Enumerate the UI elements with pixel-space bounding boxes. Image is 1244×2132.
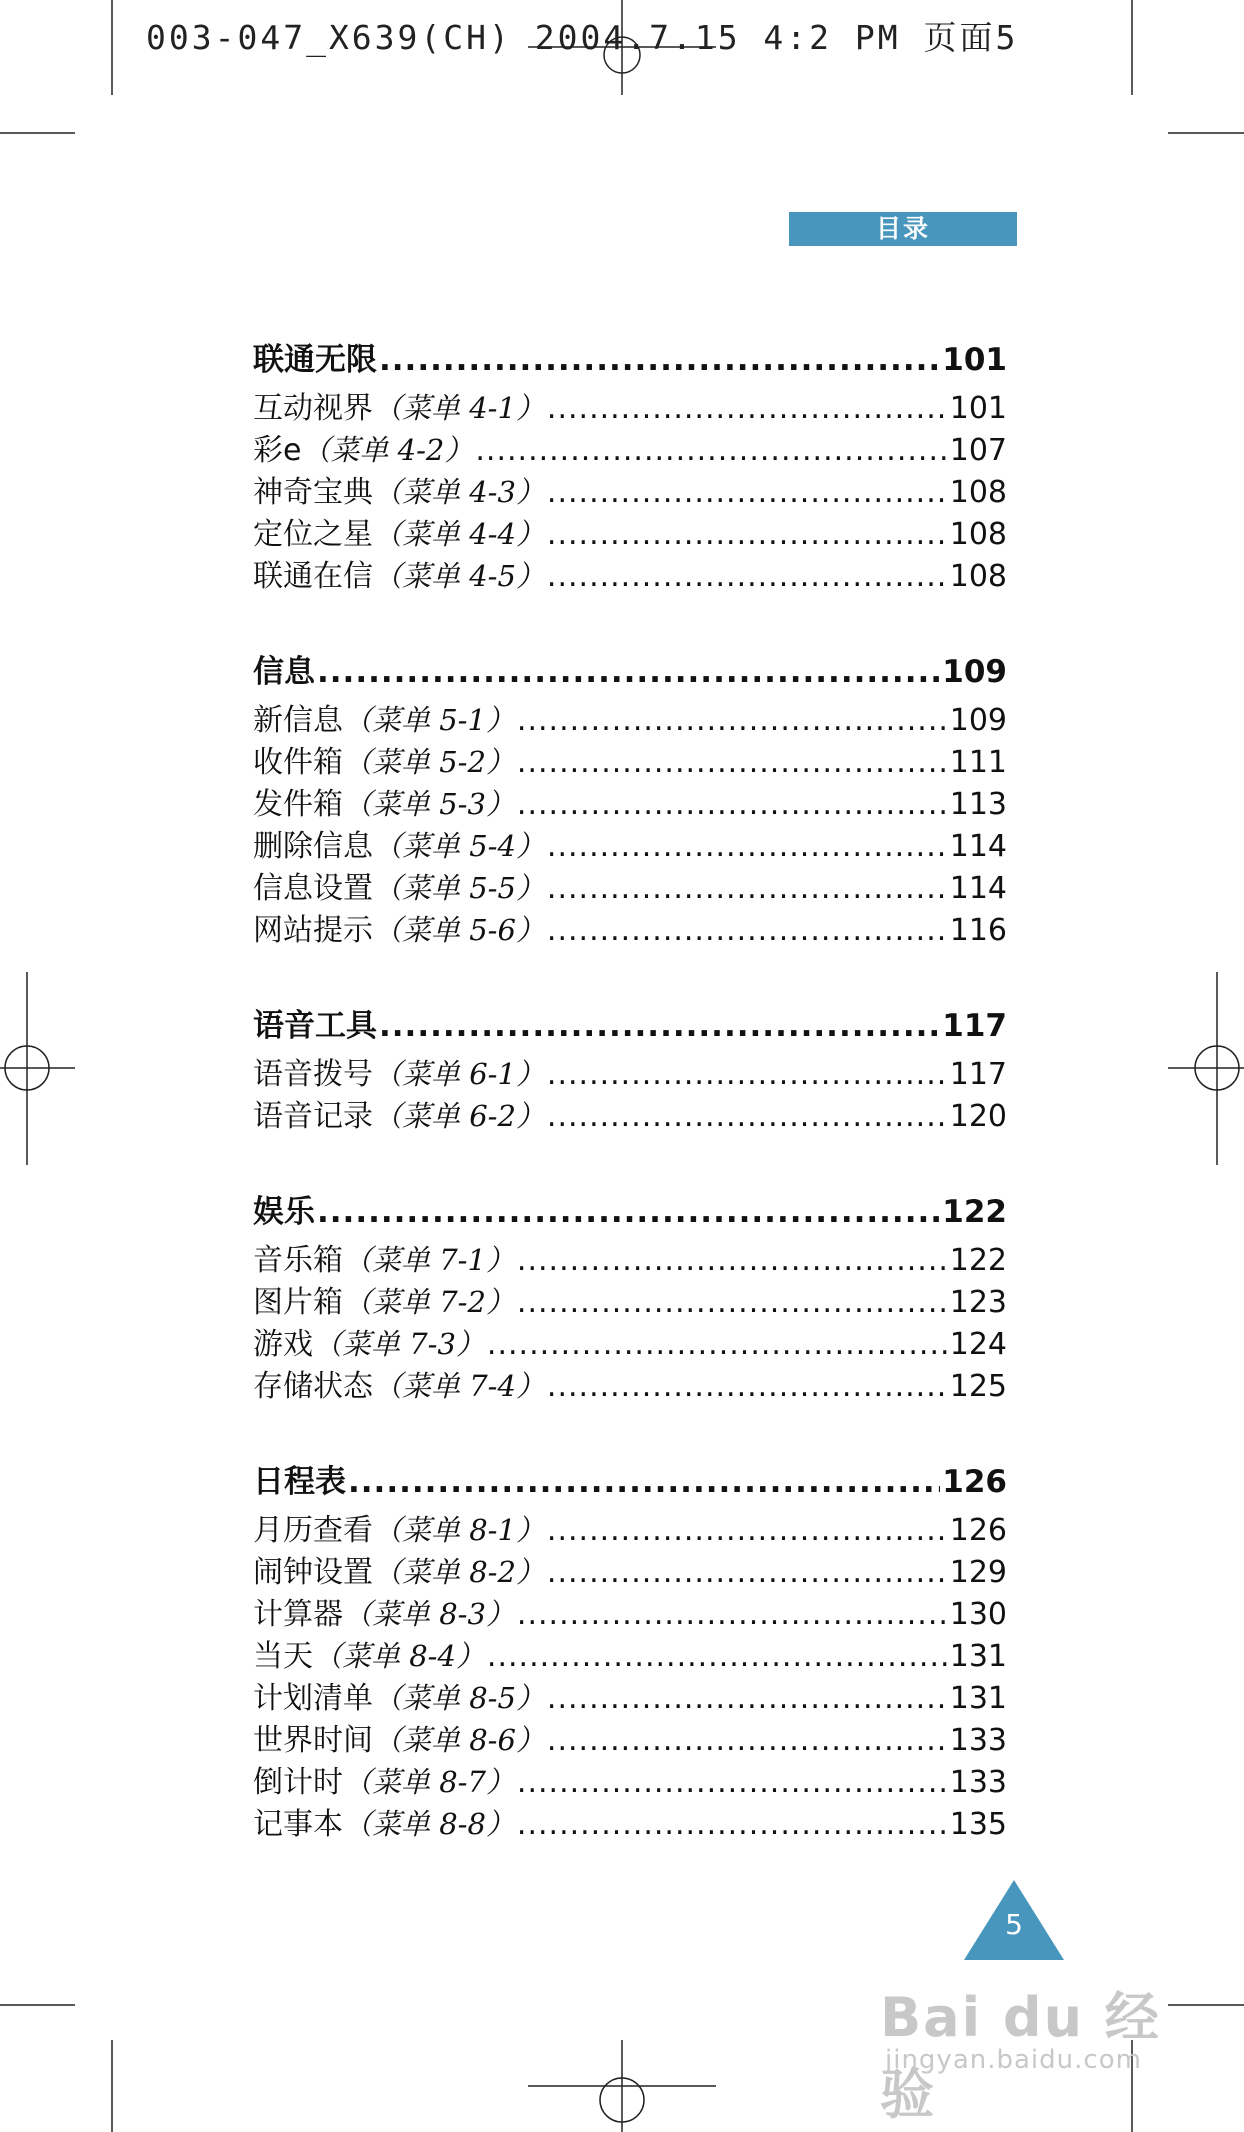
toc-page-number: 109 [942,654,1007,690]
toc-entry-menu-ref: （菜单 5-4） [373,829,545,863]
toc-entry-menu-ref: （菜单 4-5） [373,559,545,593]
dot-leader [317,1187,940,1237]
toc-section-title: 语音工具 [253,1008,377,1044]
dot-leader [348,1457,940,1507]
toc-page-number: 109 [949,703,1007,738]
dot-leader [547,514,948,556]
toc-entry-title: 信息设置 [253,871,373,906]
registration-circle [600,2078,644,2122]
toc-entry[interactable] [253,1719,1007,1761]
toc-section-title: 娱乐 [253,1194,315,1230]
dot-leader [547,1366,948,1408]
toc-entry-menu-ref: （菜单 4-1） [373,391,545,425]
dot-leader [547,388,948,430]
toc-section [253,1457,1007,1845]
toc-entry-title: 联通在信 [253,559,373,594]
toc-page-number: 125 [949,1369,1007,1404]
toc-section [253,335,1007,597]
toc-entry-title: 网站提示 [253,913,373,948]
section-tab: 目录 [789,212,1017,246]
toc-page-number: 126 [942,1464,1007,1500]
toc-entry[interactable] [253,513,1007,555]
toc-entry[interactable] [253,1551,1007,1593]
toc-entry-title: 语音拨号 [253,1057,373,1092]
toc-page-number: 116 [949,913,1007,948]
toc-entry-menu-ref: （菜单 4-4） [373,517,545,551]
toc-entry[interactable] [253,1095,1007,1137]
dot-leader [547,868,948,910]
toc-entry-title: 彩e [253,433,302,468]
dot-leader [475,430,947,472]
dot-leader [547,556,948,598]
dot-leader [517,784,948,826]
toc-entry-title: 月历查看 [253,1513,373,1548]
toc-section [253,647,1007,951]
toc-entry-menu-ref: （菜单 7-3） [313,1327,485,1361]
dot-leader [379,1001,940,1051]
toc-page-number: 135 [949,1807,1007,1842]
toc-entry-menu-ref: （菜单 4-2） [301,433,474,467]
toc-entry-title: 当天 [253,1639,313,1674]
toc-page-number: 108 [949,517,1007,552]
toc-entry-menu-ref: （菜单 4-3） [373,475,545,509]
dot-leader [517,742,948,784]
toc-entry-menu-ref: （菜单 8-8） [343,1807,515,1841]
toc-entry[interactable] [253,1239,1007,1281]
toc-entry[interactable] [253,387,1007,429]
toc-page-number: 120 [949,1099,1007,1134]
dot-leader [547,1678,948,1720]
toc-entry-menu-ref: （菜单 5-3） [343,787,515,821]
toc-entry[interactable] [253,1365,1007,1407]
toc-page-number: 114 [949,871,1007,906]
toc-entry[interactable] [253,429,1007,471]
toc-entry[interactable] [253,909,1007,951]
dot-leader [517,1762,948,1804]
toc-entry[interactable] [253,1803,1007,1845]
print-header: 003-047_X639(CH) 2004.7.15 4:2 PM 页面5 [146,18,1019,57]
toc-page-number: 126 [949,1513,1007,1548]
toc-page-number: 108 [949,559,1007,594]
toc-page-number: 130 [949,1597,1007,1632]
dot-leader [317,647,940,697]
toc-entry-title: 语音记录 [253,1099,373,1134]
registration-circle [5,1046,49,1090]
toc-page-number: 122 [942,1194,1007,1230]
dot-leader [547,1510,948,1552]
toc-page-number: 124 [949,1327,1007,1362]
toc-page-number: 131 [949,1639,1007,1674]
toc-entry-menu-ref: （菜单 6-2） [373,1099,545,1133]
toc-entry[interactable] [253,1323,1007,1365]
toc-entry-title: 存储状态 [253,1369,373,1404]
dot-leader [487,1636,948,1678]
toc-entry[interactable] [253,555,1007,597]
dot-leader [547,1096,948,1138]
toc-section-heading[interactable] [253,1457,1007,1507]
watermark-logo: Bai du 经验 [880,1986,1161,2126]
toc-entry-title: 记事本 [253,1807,343,1842]
toc-entry-title: 游戏 [253,1327,313,1362]
toc-entry-title: 收件箱 [253,745,343,780]
toc-section-title: 信息 [253,654,315,690]
toc-page-number: 122 [949,1243,1007,1278]
toc-entry-title: 删除信息 [253,829,373,864]
toc-entry[interactable] [253,1677,1007,1719]
toc-section-title: 日程表 [253,1464,346,1500]
toc-entry-title: 闹钟设置 [253,1555,373,1590]
toc-entry[interactable] [253,1761,1007,1803]
toc-entry[interactable] [253,1053,1007,1095]
toc-page-number: 107 [949,433,1007,468]
toc-entry[interactable] [253,1635,1007,1677]
toc-page-number: 108 [949,475,1007,510]
toc-page-number: 123 [949,1285,1007,1320]
toc-page-number: 111 [949,745,1007,780]
toc-entry-menu-ref: （菜单 5-5） [373,871,545,905]
dot-leader [547,1552,948,1594]
toc-section-heading[interactable] [253,647,1007,697]
toc-entry-menu-ref: （菜单 8-6） [373,1723,545,1757]
toc-entry-menu-ref: （菜单 5-6） [373,913,545,947]
toc-entry[interactable] [253,471,1007,513]
dot-leader [517,1804,948,1846]
table-of-contents [253,335,1007,1895]
dot-leader [547,1054,948,1096]
toc-entry-menu-ref: （菜单 8-1） [373,1513,545,1547]
toc-section [253,1187,1007,1407]
page-number: 5 [1005,1908,1023,1941]
toc-entry-menu-ref: （菜单 8-5） [373,1681,545,1715]
toc-entry-menu-ref: （菜单 8-4） [313,1639,485,1673]
dot-leader [517,1240,948,1282]
toc-entry[interactable] [253,1509,1007,1551]
dot-leader [379,335,940,385]
toc-entry-title: 新信息 [253,703,343,738]
toc-page-number: 133 [949,1765,1007,1800]
toc-entry-title: 计划清单 [253,1681,373,1716]
toc-section-heading[interactable] [253,1187,1007,1237]
toc-entry-title: 互动视界 [253,391,373,426]
toc-page-number: 133 [949,1723,1007,1758]
toc-page-number: 113 [949,787,1007,822]
toc-entry-title: 发件箱 [253,787,343,822]
toc-page-number: 129 [949,1555,1007,1590]
dot-leader [517,1594,948,1636]
toc-entry-title: 计算器 [253,1597,343,1632]
dot-leader [547,472,948,514]
dot-leader [517,700,948,742]
toc-page-number: 117 [942,1008,1007,1044]
toc-section-title: 联通无限 [253,342,377,378]
toc-entry-menu-ref: （菜单 7-4） [373,1369,545,1403]
toc-entry-menu-ref: （菜单 5-2） [343,745,515,779]
toc-entry[interactable] [253,825,1007,867]
toc-page-number: 101 [949,391,1007,426]
toc-section-heading[interactable] [253,335,1007,385]
toc-entry-menu-ref: （菜单 8-7） [343,1765,515,1799]
toc-entry-title: 定位之星 [253,517,373,552]
dot-leader [547,1720,948,1762]
toc-entry-menu-ref: （菜单 8-3） [343,1597,515,1631]
dot-leader [547,826,948,868]
dot-leader [517,1282,948,1324]
toc-entry-menu-ref: （菜单 6-1） [373,1057,545,1091]
toc-entry-title: 图片箱 [253,1285,343,1320]
toc-entry[interactable] [253,741,1007,783]
toc-entry-title: 神奇宝典 [253,475,373,510]
toc-entry[interactable] [253,699,1007,741]
toc-page-number: 131 [949,1681,1007,1716]
toc-page-number: 114 [949,829,1007,864]
toc-entry-title: 倒计时 [253,1765,343,1800]
toc-page-number: 117 [949,1057,1007,1092]
toc-section [253,1001,1007,1137]
registration-circle [1195,1046,1239,1090]
toc-entry-menu-ref: （菜单 8-2） [373,1555,545,1589]
toc-entry-menu-ref: （菜单 5-1） [343,703,515,737]
toc-entry-menu-ref: （菜单 7-2） [343,1285,515,1319]
toc-entry[interactable] [253,1593,1007,1635]
watermark-url: jingyan.baidu.com [885,2045,1142,2075]
dot-leader [547,910,948,952]
toc-entry[interactable] [253,783,1007,825]
toc-entry[interactable] [253,1281,1007,1323]
toc-section-heading[interactable] [253,1001,1007,1051]
toc-entry-menu-ref: （菜单 7-1） [343,1243,515,1277]
dot-leader [487,1324,948,1366]
toc-page-number: 101 [942,342,1007,378]
toc-entry-title: 世界时间 [253,1723,373,1758]
toc-entry[interactable] [253,867,1007,909]
toc-entry-title: 音乐箱 [253,1243,343,1278]
